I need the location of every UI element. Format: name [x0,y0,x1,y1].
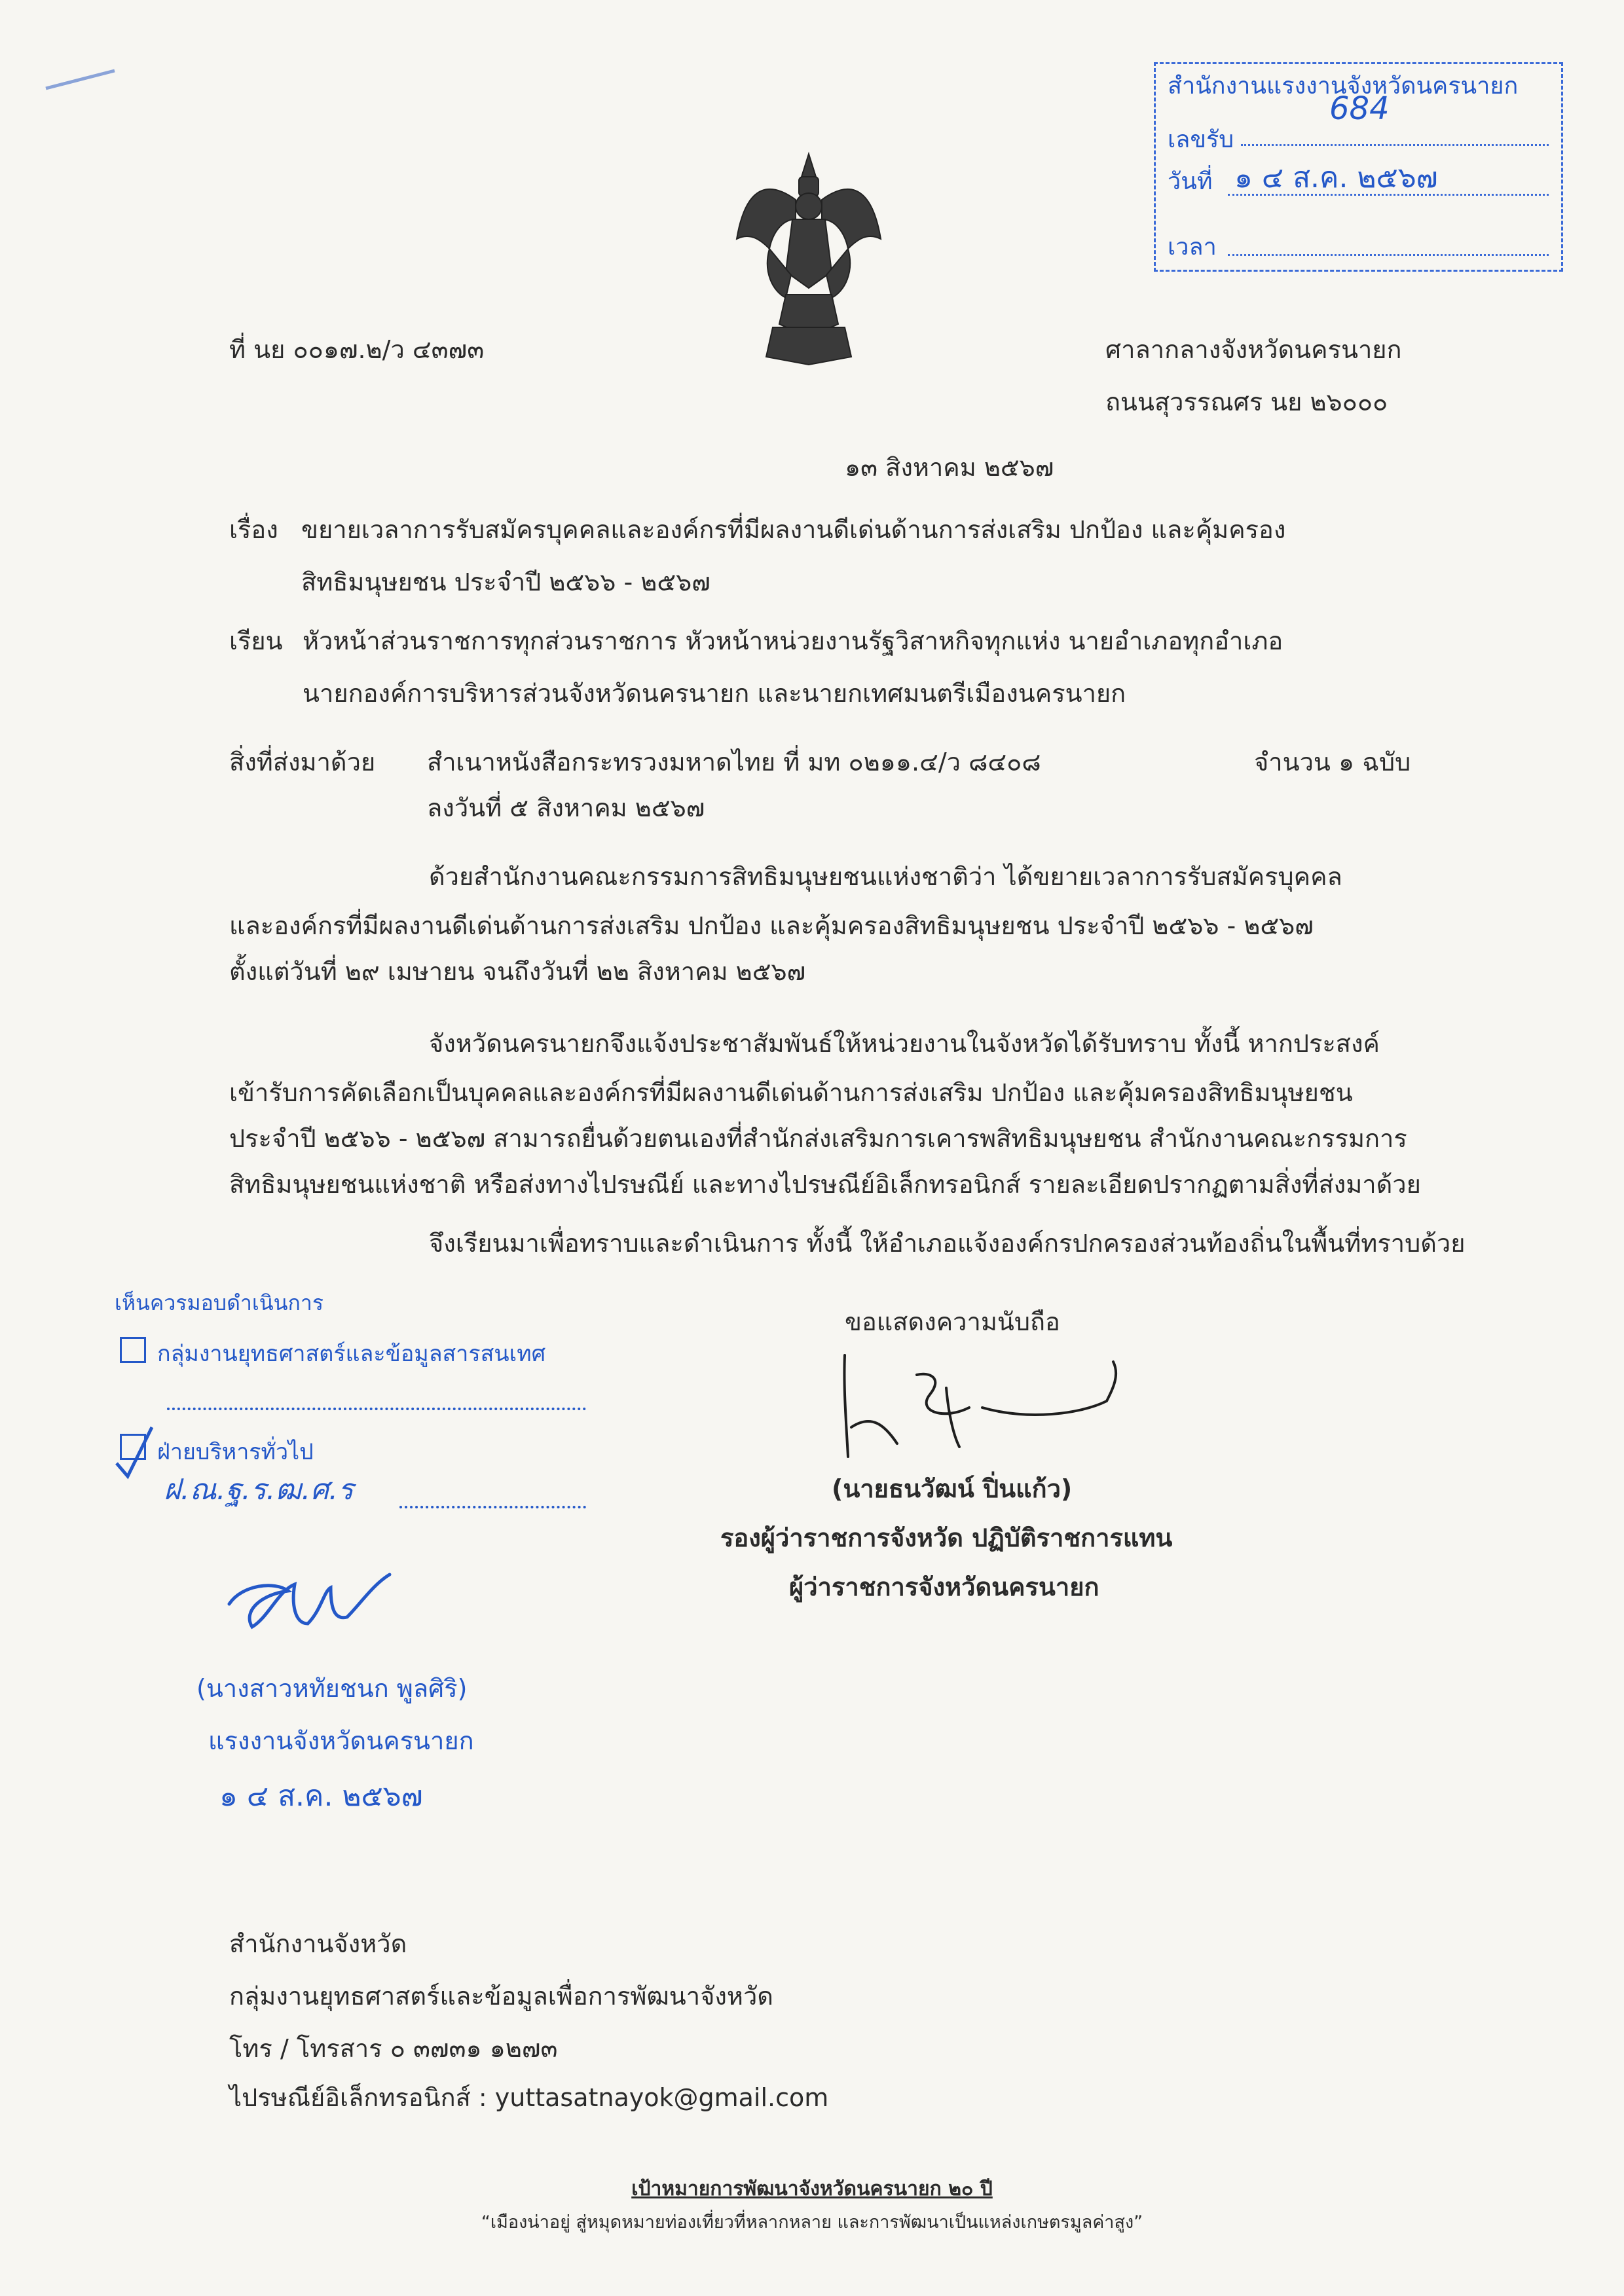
check-mark-icon [111,1424,157,1483]
para3: จึงเรียนมาเพื่อทราบและดำเนินการ ทั้งนี้ ให้อำเภอแจ้งองค์กรปกครองส่วนท้องถิ่นในพื้นที่ทราบด้วย [429,1229,1466,1258]
enclosure-text: สำเนาหนังสือกระทรวงมหาดไทย ที่ มท ๐๒๑๑.๔/ว ๘๔๐๘ [427,748,1041,776]
routing-heading: เห็นควรมอบดำเนินการ [115,1290,324,1315]
handwritten-signature-labour-officer [216,1565,399,1637]
handwritten-signature-deputy-governor [832,1349,1126,1467]
stamp-date-value: ๑ ๔ ส.ค. ๒๕๖๗ [1234,161,1438,194]
para2-line3: ประจำปี ๒๕๖๖ - ๒๕๖๗ สามารถยื่นด้วยตนเองที่สำนักส่งเสริมการเคารพสิทธิมนุษยชน สำนักงานคณะกรรมการ [229,1124,1407,1153]
para1-line1: ด้วยสำนักงานคณะกรรมการสิทธิมนุษยชนแห่งชาติว่า ได้ขยายเวลาการรับสมัครบุคคล [429,862,1342,891]
routing-date: ๑ ๔ ส.ค. ๒๕๖๗ [219,1779,423,1813]
stamp-date-label: วันที่ [1168,168,1213,195]
checkbox-strategy-group[interactable] [120,1337,146,1363]
reference-number: ที่ นย ๐๐๑๗.๒/ว ๔๓๗๓ [229,335,485,364]
contact-email: ไปรษณีย์อิเล็กทรอนิกส์ : yuttasatnayok@gmail.com [229,2083,829,2112]
routing-option2: ฝ่ายบริหารทั่วไป [157,1439,314,1465]
routing-signer-name: (นางสาวหทัยชนก พูลศิริ) [196,1674,468,1703]
routing-dotted-line1 [167,1408,586,1410]
letter-date: ๑๓ สิงหาคม ๒๕๖๗ [845,453,1054,482]
closing-name: (นายธนวัฒน์ ปิ่นแก้ว) [832,1474,1073,1503]
closing-position2: ผู้ว่าราชการจังหวัดนครนายก [789,1573,1099,1601]
footer-motto: “เมืองน่าอยู่ สู่หมุดหมายท่องเที่ยวที่หลากหลาย และการพัฒนาเป็นแหล่งเกษตรมูลค่าสูง” [481,2212,1143,2232]
para2-line2: เข้ารับการคัดเลือกเป็นบุคคลและองค์กรที่มีผลงานดีเด่นด้านการส่งเสริม ปกป้อง และคุ้มครองสิทธิมนุษยชน [229,1078,1353,1107]
routing-assignee: ฝ.ณ.ฐ.ร.ฒ.ศ.ร [164,1473,354,1506]
receipt-stamp [1154,62,1563,272]
enclosure-label: สิ่งที่ส่งมาด้วย [229,748,376,776]
stamp-time-line [1228,254,1549,256]
para1-line3: ตั้งแต่วันที่ ๒๙ เมษายน จนถึงวันที่ ๒๒ สิงหาคม ๒๕๖๗ [229,957,806,986]
para1-line2: และองค์กรที่มีผลงานดีเด่นด้านการส่งเสริม ปกป้อง และคุ้มครองสิทธิมนุษยชน ประจำปี ๒๕๖๖ - ๒๕๖๗ [229,911,1314,940]
to-line1: หัวหน้าส่วนราชการทุกส่วนราชการ หัวหน้าหน่วยงานรัฐวิสาหกิจทุกแห่ง นายอำเภอทุกอำเภอ [303,627,1283,655]
to-line2: นายกองค์การบริหารส่วนจังหวัดนครนายก และนายกเทศมนตรีเมืองนครนายก [303,679,1126,708]
stamp-receipt-no: 684 [1329,90,1390,127]
para2-line4: สิทธิมนุษยชนแห่งชาติ หรือส่งทางไปรษณีย์ และทางไปรษณีย์อิเล็กทรอนิกส์ รายละเอียดปรากฏตามสิ่งที่ส่งมาด้วย [229,1170,1421,1199]
contact-group: กลุ่มงานยุทธศาสตร์และข้อมูลเพื่อการพัฒนาจังหวัด [229,1982,773,2011]
enclosure-count: จำนวน ๑ ฉบับ [1254,748,1411,776]
para2-line1: จังหวัดนครนายกจึงแจ้งประชาสัมพันธ์ให้หน่วยงานในจังหวัดได้รับทราบ ทั้งนี้ หากประสงค์ [429,1029,1380,1058]
subject-label: เรื่อง [229,515,278,544]
routing-signer-position: แรงงานจังหวัดนครนายก [208,1726,474,1755]
subject-line2: สิทธิมนุษยชน ประจำปี ๒๕๖๖ - ๒๕๖๗ [301,568,710,596]
closing-position1: รองผู้ว่าราชการจังหวัด ปฏิบัติราชการแทน [720,1523,1173,1552]
enclosure-date: ลงวันที่ ๕ สิงหาคม ๒๕๖๗ [427,793,705,822]
pen-mark [43,65,121,92]
stamp-receipt-label: เลขรับ [1168,126,1234,153]
stamp-receipt-line [1241,144,1549,146]
garuda-emblem [733,141,884,367]
contact-phone: โทร / โทรสาร ๐ ๓๗๓๑ ๑๒๗๓ [229,2034,558,2063]
closing-regards: ขอแสดงความนับถือ [845,1307,1060,1336]
contact-office: สำนักงานจังหวัด [229,1929,407,1958]
stamp-office: สำนักงานแรงงานจังหวัดนครนายก [1168,73,1519,100]
office-address-line1: ศาลากลางจังหวัดนครนายก [1105,335,1402,364]
routing-option1: กลุ่มงานยุทธศาสตร์และข้อมูลสารสนเทศ [157,1341,546,1367]
routing-dotted-line2 [399,1506,586,1508]
stamp-time-label: เวลา [1168,234,1217,261]
subject-line1: ขยายเวลาการรับสมัครบุคคลและองค์กรที่มีผลงานดีเด่นด้านการส่งเสริม ปกป้อง และคุ้มครอง [301,515,1286,544]
office-address-line2: ถนนสุวรรณศร นย ๒๖๐๐๐ [1105,388,1388,416]
footer-title: เป้าหมายการพัฒนาจังหวัดนครนายก ๒๐ ปี [631,2178,993,2200]
to-label: เรียน [229,627,283,655]
